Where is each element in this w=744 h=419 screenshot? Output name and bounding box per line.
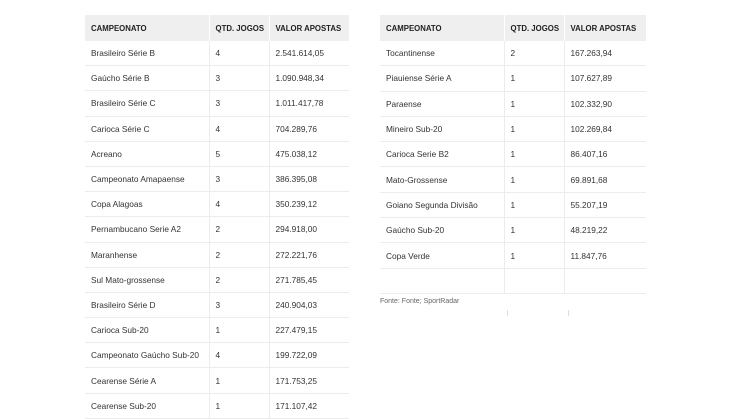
table-row	[85, 41, 349, 66]
cell-qtd-jogos: 1	[209, 393, 269, 418]
cell-valor-apostas: 2.541.614,05	[269, 41, 349, 66]
cell-campeonato: Brasileiro Série D	[85, 292, 209, 317]
cell-campeonato: Brasileiro Série B	[85, 41, 209, 66]
cell-valor-apostas: 102.332,90	[564, 91, 646, 116]
table-row	[380, 192, 646, 217]
cell-campeonato: Mineiro Sub-20	[380, 116, 504, 141]
table-row	[85, 393, 349, 418]
cell-campeonato: Gaúcho Sub-20	[380, 218, 504, 243]
cell-campeonato: Cearense Sub-20	[85, 393, 209, 418]
cell-qtd-jogos: 3	[209, 91, 269, 116]
table-row	[85, 141, 349, 166]
table-row	[380, 268, 646, 293]
cell-qtd-jogos: 2	[209, 242, 269, 267]
table-row	[380, 142, 646, 167]
cell-campeonato: Tocantinense	[380, 41, 504, 66]
cell-qtd-jogos: 5	[209, 141, 269, 166]
cell-campeonato: Piauiense Série A	[380, 66, 504, 91]
cell-valor-apostas: 55.207,19	[564, 192, 646, 217]
column-header-qtd-jogos: QTD. JOGOS	[504, 15, 564, 41]
cell-valor-apostas: 86.407,16	[564, 142, 646, 167]
cell-valor-apostas: 171.753,25	[269, 368, 349, 393]
cell-valor-apostas: 227.479,15	[269, 318, 349, 343]
table-row	[380, 243, 646, 268]
cell-campeonato: Brasileiro Série C	[85, 91, 209, 116]
cell-campeonato: Copa Alagoas	[85, 192, 209, 217]
cell-qtd-jogos: 1	[504, 167, 564, 192]
table-header-row	[85, 15, 349, 41]
cell-valor-apostas: 11.847,76	[564, 243, 646, 268]
table-row	[85, 116, 349, 141]
column-header-valor-apostas: VALOR APOSTAS	[564, 15, 646, 41]
cell-campeonato: Carioca Serie B2	[380, 142, 504, 167]
cell-campeonato: Paraense	[380, 91, 504, 116]
cell-valor-apostas: 386.395,08	[269, 166, 349, 191]
cell-valor-apostas: 294.918,00	[269, 217, 349, 242]
column-header-campeonato: CAMPEONATO	[85, 15, 209, 41]
cell-qtd-jogos: 4	[209, 41, 269, 66]
cell-campeonato: Cearense Série A	[85, 368, 209, 393]
cell-qtd-jogos: 4	[209, 343, 269, 368]
table-row	[85, 192, 349, 217]
table-row	[85, 217, 349, 242]
cell-campeonato: Goiano Segunda Divisão	[380, 192, 504, 217]
cell-campeonato: Gaúcho Série B	[85, 66, 209, 91]
cell-valor-apostas: 69.891,68	[564, 167, 646, 192]
table-row	[85, 343, 349, 368]
cell-qtd-jogos: 1	[209, 368, 269, 393]
cell-valor-apostas: 350.239,12	[269, 192, 349, 217]
table-row	[380, 116, 646, 141]
cell-qtd-jogos: 1	[504, 243, 564, 268]
cell-valor-apostas: 48.219,22	[564, 218, 646, 243]
cell-valor-apostas: 475.038,12	[269, 141, 349, 166]
cell-valor-apostas	[564, 268, 646, 293]
cell-qtd-jogos: 1	[504, 192, 564, 217]
cell-valor-apostas: 102.269,84	[564, 116, 646, 141]
column-header-valor-apostas: VALOR APOSTAS	[269, 15, 349, 41]
cell-qtd-jogos: 3	[209, 66, 269, 91]
table-row	[85, 318, 349, 343]
table-row	[85, 166, 349, 191]
cell-campeonato: Copa Verde	[380, 243, 504, 268]
cell-campeonato	[380, 268, 504, 293]
cell-valor-apostas: 272.221,76	[269, 242, 349, 267]
cell-valor-apostas: 271.785,45	[269, 267, 349, 292]
right-table-body	[380, 41, 646, 293]
left-table-body	[85, 41, 349, 418]
right-table	[380, 15, 646, 294]
cell-qtd-jogos: 4	[209, 192, 269, 217]
cell-qtd-jogos: 1	[209, 318, 269, 343]
cell-qtd-jogos: 2	[209, 217, 269, 242]
cell-qtd-jogos: 1	[504, 116, 564, 141]
cell-campeonato: Pernambucano Serie A2	[85, 217, 209, 242]
cell-valor-apostas: 171.107,42	[269, 393, 349, 418]
cell-qtd-jogos: 2	[209, 267, 269, 292]
table-row	[85, 66, 349, 91]
column-header-campeonato: CAMPEONATO	[380, 15, 504, 41]
cell-campeonato: Sul Mato-grossense	[85, 267, 209, 292]
cell-campeonato: Acreano	[85, 141, 209, 166]
cell-valor-apostas: 1.011.417,78	[269, 91, 349, 116]
cell-qtd-jogos	[504, 268, 564, 293]
column-header-qtd-jogos: QTD. JOGOS	[209, 15, 269, 41]
cell-valor-apostas: 704.289,76	[269, 116, 349, 141]
table-row	[380, 167, 646, 192]
cell-campeonato: Carioca Sub-20	[85, 318, 209, 343]
cell-qtd-jogos: 1	[504, 142, 564, 167]
cell-valor-apostas: 167.263,94	[564, 41, 646, 66]
cell-qtd-jogos: 1	[504, 91, 564, 116]
cell-campeonato: Campeonato Gaúcho Sub-20	[85, 343, 209, 368]
cell-campeonato: Mato-Grossense	[380, 167, 504, 192]
cell-valor-apostas: 199.722,09	[269, 343, 349, 368]
table-header-row	[380, 15, 646, 41]
cell-campeonato: Maranhense	[85, 242, 209, 267]
table-row	[85, 242, 349, 267]
table-row	[380, 41, 646, 66]
table-row	[85, 292, 349, 317]
table-row	[85, 267, 349, 292]
cell-campeonato: Campeonato Amapaense	[85, 166, 209, 191]
cell-campeonato: Carioca Série C	[85, 116, 209, 141]
cell-qtd-jogos: 3	[209, 292, 269, 317]
cell-qtd-jogos: 2	[504, 41, 564, 66]
table-row	[380, 218, 646, 243]
cell-qtd-jogos: 3	[209, 166, 269, 191]
table-row	[380, 66, 646, 91]
left-table	[85, 15, 349, 419]
source-note: Fonte: Fonte; SportRadar	[380, 298, 460, 305]
cell-valor-apostas: 1.090.948,34	[269, 66, 349, 91]
cell-valor-apostas: 240.904,03	[269, 292, 349, 317]
table-row	[85, 368, 349, 393]
divider-tick	[507, 310, 508, 316]
table-row	[380, 91, 646, 116]
cell-valor-apostas: 107.627,89	[564, 66, 646, 91]
table-row	[85, 91, 349, 116]
cell-qtd-jogos: 1	[504, 66, 564, 91]
divider-tick	[568, 310, 569, 316]
cell-qtd-jogos: 4	[209, 116, 269, 141]
cell-qtd-jogos: 1	[504, 218, 564, 243]
